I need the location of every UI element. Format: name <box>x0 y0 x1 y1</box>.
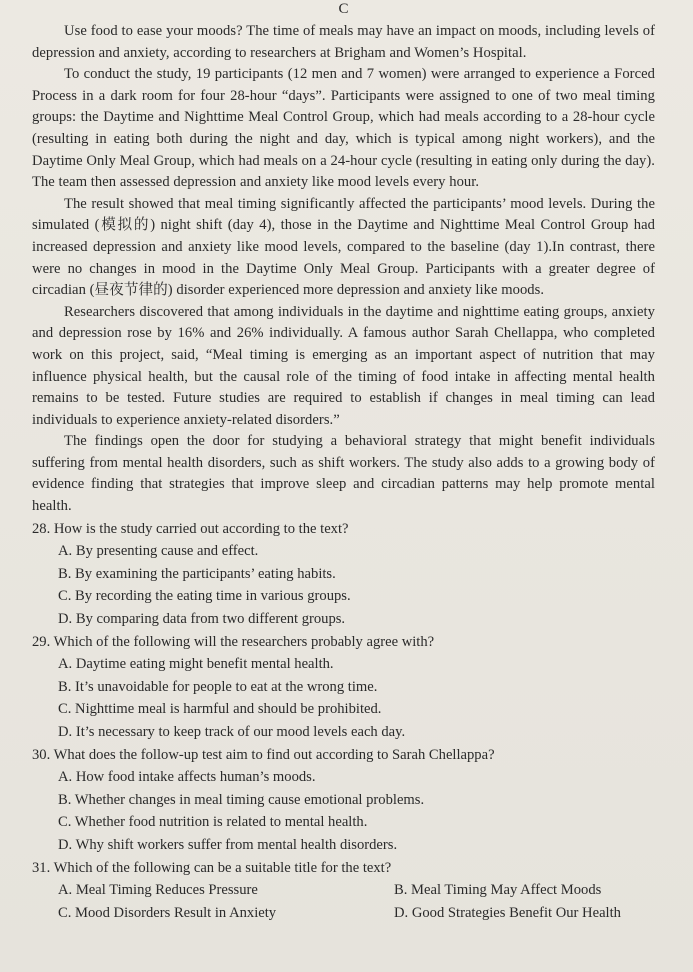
option-a: A. Daytime eating might benefit mental health. <box>58 656 334 673</box>
option-b: B. By examining the participants’ eating habits. <box>58 565 336 582</box>
option-c: C. Mood Disorders Result in Anxiety <box>58 904 277 921</box>
question-stem: 30. What does the follow-up test aim to find out according to Sarah Chellappa? <box>32 746 495 763</box>
question-stem: 31. Which of the following can be a suitable title for the text? <box>32 859 392 876</box>
paragraph-1: Use food to ease your moods? The time of meals may have an impact on moods, including levels of depression and anxiety, according to researchers at Brigham and Women’s Hospital. <box>32 23 655 61</box>
option-c: C. Whether food nutrition is related to mental health. <box>58 814 368 831</box>
paragraph-2: To conduct the study, 19 participants (12 men and 7 women) were arranged to experience a Forced Process in a dark room for four 28-hour “days”. Participants were assigned to one of two meal timing groups: the Daytime and Nighttime Meal Control Group, which had meals according to a 28-hour cycle (resulting in eating both during the night and day, which is typical among night workers), and the Daytime Only Meal Group, which had meals on a 24-hour cycle (resulting in eating only during the day). The team then assessed depression and anxiety like mood levels every hour. <box>32 66 655 191</box>
option-c: C. Nighttime meal is harmful and should be prohibited. <box>58 701 382 718</box>
option-d: D. By comparing data from two different groups. <box>58 611 346 628</box>
section-letter: C <box>338 1 349 17</box>
option-a: A. Meal Timing Reduces Pressure <box>58 882 258 899</box>
option-a: A. By presenting cause and effect. <box>58 543 259 560</box>
question-31 <box>32 857 655 925</box>
option-d: D. Why shift workers suffer from mental health disorders. <box>58 836 398 853</box>
option-b: B. Meal Timing May Affect Moods <box>394 882 602 899</box>
option-d: D. Good Strategies Benefit Our Health <box>394 904 621 921</box>
paragraph-4: Researchers discovered that among individuals in the daytime and nighttime eating groups, anxiety and depression rose by 16% and 26% individually. A famous author Sarah Chellappa, who completed work on this project, said, “Meal timing is emerging as an important aspect of nutrition that may influence physical health, but the causal role of the timing of food intake in affecting mental health remains to be tested. Future studies are required to establish if changes in meal timing can lead individuals to experience anxiety-related disorders.” <box>32 303 655 428</box>
question-stem: 29. Which of the following will the researchers probably agree with? <box>32 633 435 650</box>
question-stem: 28. How is the study carried out according to the text? <box>32 520 349 537</box>
options-row-2 <box>32 902 655 925</box>
paragraph-3: The result showed that meal timing significantly affected the participants’ mood levels. During the simulated (模拟的) night shift (day 4), those in the Daytime and Nighttime Meal Control Group had increased depression and anxiety like mood levels, compared to the baseline (day 1).In contrast, there were no changes in mood in the Daytime Only Meal Group. Participants with a greater degree of circadian (昼夜节律的) disorder experienced more depression and anxiety like moods. <box>32 195 655 299</box>
option-b: B. It’s unavoidable for people to eat at the wrong time. <box>58 678 378 695</box>
option-b: B. Whether changes in meal timing cause emotional problems. <box>58 791 425 808</box>
question-30 <box>32 744 655 857</box>
question-28 <box>32 518 655 631</box>
option-d: D. It’s necessary to keep track of our mood levels each day. <box>58 724 406 740</box>
options-row-1 <box>32 879 655 902</box>
option-a: A. How food intake affects human’s moods. <box>58 769 316 786</box>
option-c: C. By recording the eating time in various groups. <box>58 588 351 605</box>
question-29 <box>32 631 655 744</box>
paragraph-5: The findings open the door for studying a behavioral strategy that might benefit individuals suffering from mental health disorders, such as shift workers. The study also adds to a growing body of evidence finding that strategies that improve sleep and circadian patterns may help promote mental health. <box>32 433 655 515</box>
